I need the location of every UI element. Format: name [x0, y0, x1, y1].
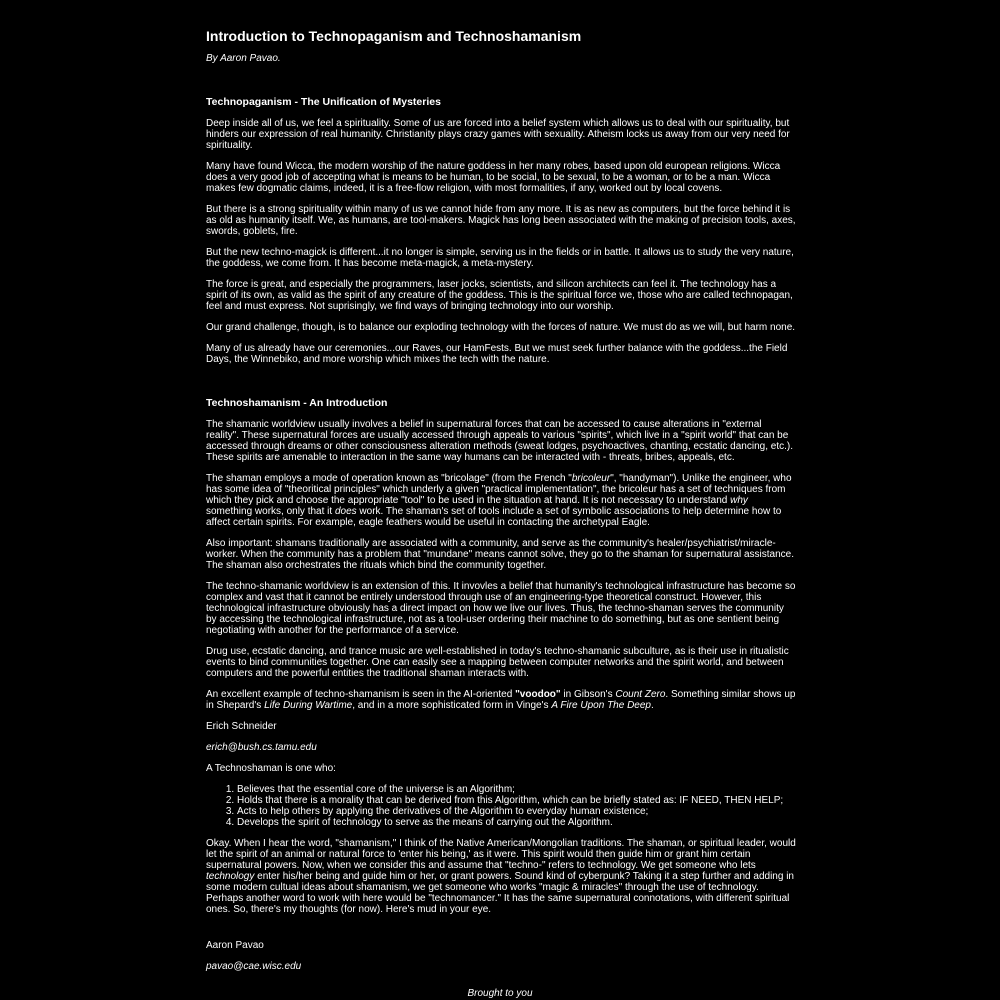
text-run: work. The shaman's set of tools include a set of symbolic associations to help determine how to affect certain spirits. For example, eagle feathers would be useful in contacting the archetypal Eagle.	[206, 506, 782, 528]
technoshaman-list	[206, 784, 796, 828]
paragraph: The techno-shamanic worldview is an extension of this. It invovles a belief that humanity's technological infrastructure has become so complex and vast that it cannot be entirely understood through use of an engineering-type theoretical construct. However, this technological infrastructure obviously has a direct impact on how we live our lives. Thus, the techno-shaman serves the community by accessing the technological infrastructure, not as a tool-user ordering their machine to do something, but as one sentient being negotiating with another for the performance of a service.	[206, 581, 796, 636]
text-run: in Gibson's	[560, 689, 616, 700]
emphasis-why: why	[730, 495, 748, 506]
list-item: 1. Believes that the essential core of the universe is an Algorithm;	[237, 784, 796, 795]
text-run: Okay. When I hear the word, "shamanism," I think of the Native American/Mongolian traditions. The shaman, or spiritual leader, would let the spirit of an animal or natural force to 'enter his being,' as it were. This spirit would then guide him or grant him certain supernatural powers. Now, when we consider this and assume that "techno-" refers to technology. We get someone who lets	[206, 838, 796, 871]
list-item: 2. Holds that there is a morality that can be derived from this Algorithm, which can be briefly stated as: IF NEED, THEN HELP;	[237, 795, 796, 806]
paragraph: Many of us already have our ceremonies...our Raves, our HamFests. But we must seek further balance with the goddess...the Field Days, the Winnebiko, and more worship which mixes the tech with the nature.	[206, 343, 788, 365]
emphasis-bricoleur: bricoleur	[571, 473, 611, 484]
author-email-text: erich@bush.cs.tamu.edu	[206, 742, 317, 753]
paragraph-examples	[206, 689, 796, 711]
byline: By Aaron Pavao.	[206, 53, 281, 64]
paragraph: But there is a strong spirituality within many of us we cannot hide from any more. It is as new as computers, but the force behind it is as old as humanity itself. We, as humans, are tool-makers. Magick has long been associated with the making of precision tools, axes, swords, goblets, fire.	[206, 204, 796, 237]
strong-voodoo: "voodoo"	[515, 689, 561, 700]
author-email	[206, 742, 796, 753]
page-title: Introduction to Technopaganism and Technoshamanism	[206, 28, 582, 44]
paragraph-bricolage	[206, 473, 796, 528]
paragraph: But the new techno-magick is different...it no longer is simple, serving us in the fields or in battle. It allows us to study the very nature, the goddess, we come from. It has become meta-magick, a meta-mystery.	[206, 247, 794, 269]
emphasis-does: does	[334, 506, 357, 517]
book-title-life-during-wartime: Life During Wartime	[264, 700, 353, 711]
book-title-fire-upon-the-deep: A Fire Upon The Deep	[551, 700, 651, 711]
text-run: enter his/her being and guide him or her, or grant powers. Sound kind of cyberpunk? Taking it a step further and adding in some modern cultual ideas about shamanism, we get someone who works "magic & miracles" through the use of technology. Perhaps another word to work with here would be "technomancer." It has the same supernatural connotations, with different spiritual ones. So, there's my thoughts (for now). Here's mud in your eye.	[206, 871, 794, 915]
article	[206, 28, 796, 982]
list-item: 3. Acts to help others by applying the derivatives of the Algorithm to everyday human existence;	[237, 806, 796, 817]
emphasis-technology: technology	[206, 871, 255, 882]
signature-email	[206, 961, 796, 972]
paragraph: Deep inside all of us, we feel a spirituality. Some of us are forced into a belief system which allows us to deal with our spirituality, but hinders our expression of real humanity. Christianity plays crazy games with sexuality. Atheism locks us away from our very need for spirituality.	[206, 118, 790, 151]
text-run: An excellent example of techno-shamanism is seen in the AI-oriented	[206, 689, 516, 700]
text-run: , and in a more sophisticated form in Vinge's	[352, 700, 552, 711]
text-run: .	[651, 700, 654, 711]
signature-name: Aaron Pavao	[206, 940, 264, 951]
footer-credit: Brought to you	[467, 988, 533, 999]
text-run: The shaman employs a mode of operation known as "bricolage" (from the French "	[206, 473, 572, 484]
author-name: Erich Schneider	[206, 721, 277, 732]
section-heading-technopaganism: Technopaganism - The Unification of Mysteries	[206, 96, 441, 108]
text-run: . Something similar shows up in Shepard's	[206, 689, 796, 711]
paragraph: The force is great, and especially the programmers, laser jocks, scientists, and silicon architects can feel it. The technology has a spirit of its own, as valid as the spirit of any creature of the goddess. This is the spiritual force we, those who are called technopagan, feel and must express. Not suprisingly, we find ways of bringing technology into our worship.	[206, 279, 793, 312]
text-run: something works, only that it	[206, 506, 335, 517]
text-run: ", "handyman"). Unlike the engineer, who has some idea of "theoritical principles" which underly a given "practical implementation", the bricoleur has a set of techniques from which they pick and choose the appropriate "tool" to be used in the situation at hand. It is not necessary to understand	[206, 473, 792, 506]
paragraph: The shamanic worldview usually involves a belief in supernatural forces that can be accessed to cause alterations in "external reality". These supernatural forces are usually accessed through appeals to various "spirits", which live in a "spirit world" that can be accessed through dreams or other consciousness alteration methods (sweat lodges, psychoactives, chanting, ecstatic dancing, etc.). These spirits are amenable to interaction in the same way humans can be interacted with - threats, bribes, appeals, etc.	[206, 419, 793, 463]
paragraph: Drug use, ecstatic dancing, and trance music are well-established in today's techno-shamanic subculture, as is their use in ritualistic events to bind communities together. One can easily see a mapping between computer networks and the spirit world, and between computers and the powerful entities the traditional shaman interacts with.	[206, 646, 789, 679]
paragraph-shamanism-thoughts	[206, 838, 796, 915]
signature-email-text: pavao@cae.wisc.edu	[206, 961, 302, 972]
paragraph: Our grand challenge, though, is to balance our exploding technology with the forces of nature. We must do as we will, but harm none.	[206, 322, 796, 333]
section-heading-technoshamanism: Technoshamanism - An Introduction	[206, 397, 388, 409]
list-item: 4. Develops the spirit of technology to serve as the means of carrying out the Algorithm.	[237, 817, 796, 828]
paragraph: Many have found Wicca, the modern worship of the nature goddess in her many robes, based upon old european religions. Wicca does a very good job of accepting what is means to be human, to be social, to be sexual, to be a woman, or to be a man. Wicca makes few dogmatic claims, indeed, it is a free-flow religion, with most formalities, if any, worked out by local covens.	[206, 161, 781, 194]
list-intro: A Technoshaman is one who:	[206, 763, 336, 774]
paragraph: Also important: shamans traditionally are associated with a community, and serve as the community's healer/psychiatrist/miracle-worker. When the community has a problem that "mundane" means cannot solve, they go to the shaman for supernatural assistance. The shaman also orchestrates the rituals which bind the community together.	[206, 538, 794, 571]
book-title-count-zero: Count Zero	[615, 689, 666, 700]
